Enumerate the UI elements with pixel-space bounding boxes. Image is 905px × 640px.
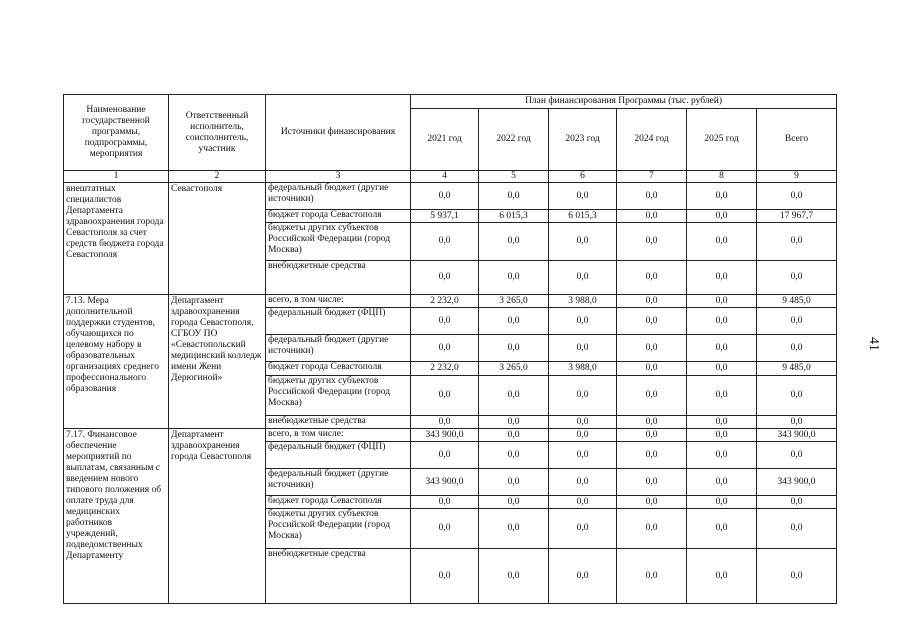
financing-table xyxy=(63,94,837,604)
year-value: 0,0 xyxy=(411,308,479,335)
year-value: 0,0 xyxy=(479,549,549,604)
year-value: 0,0 xyxy=(411,509,479,549)
funding-source: бюджет города Севастополя xyxy=(266,362,411,376)
total-value: 17 967,7 xyxy=(757,210,837,223)
year-value: 0,0 xyxy=(549,496,617,509)
column-number: 7 xyxy=(617,171,687,183)
funding-source: бюджет города Севастополя xyxy=(266,496,411,509)
responsible-executor: Севастополя xyxy=(169,183,266,295)
column-number: 4 xyxy=(411,171,479,183)
column-number: 8 xyxy=(687,171,757,183)
column-number: 6 xyxy=(549,171,617,183)
year-value: 0,0 xyxy=(479,442,549,469)
funding-source: внебюджетные средства xyxy=(266,261,411,295)
year-value: 0,0 xyxy=(479,496,549,509)
responsible-executor: Департамент здравоохранения города Севастополя, СГБОУ ПО «Севастопольский медицинский колледж имени Жени Дерюгиной» xyxy=(169,295,266,429)
year-value: 0,0 xyxy=(479,335,549,362)
table-row xyxy=(64,295,837,308)
year-value: 0,0 xyxy=(687,210,757,223)
year-value: 0,0 xyxy=(549,183,617,210)
year-value: 0,0 xyxy=(479,183,549,210)
funding-source: бюджеты других субъектов Российской Федерации (город Москва) xyxy=(266,509,411,549)
header-year: 2022 год xyxy=(479,109,549,171)
responsible-executor: Департамент здравоохранения города Севастополя xyxy=(169,429,266,604)
funding-source: бюджеты других субъектов Российской Федерации (город Москва) xyxy=(266,223,411,261)
year-value: 6 015,3 xyxy=(549,210,617,223)
year-value: 0,0 xyxy=(687,261,757,295)
year-value: 0,0 xyxy=(549,376,617,416)
total-value: 9 485,0 xyxy=(757,362,837,376)
total-value: 0,0 xyxy=(757,509,837,549)
year-value: 0,0 xyxy=(549,261,617,295)
year-value: 0,0 xyxy=(687,223,757,261)
year-value: 0,0 xyxy=(617,308,687,335)
year-value: 0,0 xyxy=(617,509,687,549)
year-value: 0,0 xyxy=(411,442,479,469)
year-value: 0,0 xyxy=(549,509,617,549)
total-value: 0,0 xyxy=(757,376,837,416)
year-value: 0,0 xyxy=(479,376,549,416)
funding-source: бюджеты других субъектов Российской Федерации (город Москва) xyxy=(266,376,411,416)
year-value: 0,0 xyxy=(479,469,549,496)
year-value: 0,0 xyxy=(687,549,757,604)
funding-source: федеральный бюджет (другие источники) xyxy=(266,469,411,496)
total-value: 0,0 xyxy=(757,496,837,509)
column-number: 9 xyxy=(757,171,837,183)
year-value: 0,0 xyxy=(617,295,687,308)
year-value: 3 265,0 xyxy=(479,362,549,376)
funding-source: всего, в том числе: xyxy=(266,429,411,442)
funding-source: федеральный бюджет (ФЦП) xyxy=(266,442,411,469)
measure-name: 7.13. Мера дополнительной поддержки студентов, обучающихся по целевому набору в образовательных организациях среднего профессионального образования xyxy=(64,295,169,429)
year-value: 0,0 xyxy=(549,335,617,362)
table-row xyxy=(64,183,837,210)
year-value: 0,0 xyxy=(549,442,617,469)
year-value: 0,0 xyxy=(479,308,549,335)
column-number: 2 xyxy=(169,171,266,183)
year-value: 0,0 xyxy=(549,549,617,604)
total-value: 343 900,0 xyxy=(757,469,837,496)
header-year: 2023 год xyxy=(549,109,617,171)
year-value: 0,0 xyxy=(617,376,687,416)
year-value: 0,0 xyxy=(479,429,549,442)
header-responsible: Ответственный исполнитель, соисполнитель, участник xyxy=(169,95,266,171)
total-value: 0,0 xyxy=(757,223,837,261)
year-value: 0,0 xyxy=(479,223,549,261)
year-value: 0,0 xyxy=(687,335,757,362)
year-value: 0,0 xyxy=(479,261,549,295)
total-value: 0,0 xyxy=(757,549,837,604)
year-value: 0,0 xyxy=(687,376,757,416)
year-value: 0,0 xyxy=(617,210,687,223)
year-value: 3 988,0 xyxy=(549,362,617,376)
column-number: 5 xyxy=(479,171,549,183)
year-value: 343 900,0 xyxy=(411,469,479,496)
year-value: 343 900,0 xyxy=(411,429,479,442)
measure-name: 7.17. Финансовое обеспечение мероприятий по выплатам, связанным с введением нового типового положения об оплате труда для медицинских работников учреждений, подведомственных Департаменту xyxy=(64,429,169,604)
page-number: 41 xyxy=(866,337,881,351)
year-value: 0,0 xyxy=(687,509,757,549)
header-year: 2025 год xyxy=(687,109,757,171)
year-value: 0,0 xyxy=(617,496,687,509)
header-plan: План финансирования Программы (тыс. рублей) xyxy=(411,95,837,109)
year-value: 0,0 xyxy=(411,183,479,210)
total-value: 0,0 xyxy=(757,261,837,295)
year-value: 0,0 xyxy=(617,549,687,604)
header-total: Всего xyxy=(757,109,837,171)
total-value: 0,0 xyxy=(757,416,837,429)
year-value: 0,0 xyxy=(617,183,687,210)
funding-source: федеральный бюджет (ФЦП) xyxy=(266,308,411,335)
year-value: 0,0 xyxy=(411,416,479,429)
year-value: 0,0 xyxy=(617,429,687,442)
year-value: 0,0 xyxy=(411,549,479,604)
column-number: 3 xyxy=(266,171,411,183)
year-value: 0,0 xyxy=(687,183,757,210)
measure-name: внештатных специалистов Департамента здравоохранения города Севастополя за счет средств бюджета города Севастополя xyxy=(64,183,169,295)
funding-source: внебюджетные средства xyxy=(266,549,411,604)
year-value: 0,0 xyxy=(687,295,757,308)
year-value: 0,0 xyxy=(479,509,549,549)
year-value: 0,0 xyxy=(617,442,687,469)
funding-source: внебюджетные средства xyxy=(266,416,411,429)
year-value: 5 937,1 xyxy=(411,210,479,223)
year-value: 0,0 xyxy=(617,362,687,376)
year-value: 0,0 xyxy=(617,223,687,261)
year-value: 0,0 xyxy=(549,429,617,442)
year-value: 2 232,0 xyxy=(411,295,479,308)
header-sources: Источники финансирования xyxy=(266,95,411,171)
total-value: 0,0 xyxy=(757,335,837,362)
year-value: 0,0 xyxy=(411,223,479,261)
total-value: 9 485,0 xyxy=(757,295,837,308)
funding-source: федеральный бюджет (другие источники) xyxy=(266,335,411,362)
year-value: 3 265,0 xyxy=(479,295,549,308)
year-value: 0,0 xyxy=(411,335,479,362)
table-row xyxy=(64,429,837,442)
year-value: 0,0 xyxy=(687,416,757,429)
year-value: 0,0 xyxy=(687,362,757,376)
year-value: 6 015,3 xyxy=(479,210,549,223)
funding-source: всего, в том числе: xyxy=(266,295,411,308)
total-value: 343 900,0 xyxy=(757,429,837,442)
year-value: 0,0 xyxy=(549,308,617,335)
total-value: 0,0 xyxy=(757,183,837,210)
column-number: 1 xyxy=(64,171,169,183)
total-value: 0,0 xyxy=(757,442,837,469)
year-value: 0,0 xyxy=(549,469,617,496)
year-value: 0,0 xyxy=(411,376,479,416)
year-value: 0,0 xyxy=(617,335,687,362)
year-value: 0,0 xyxy=(617,261,687,295)
header-year: 2024 год xyxy=(617,109,687,171)
year-value: 0,0 xyxy=(479,416,549,429)
year-value: 0,0 xyxy=(687,442,757,469)
year-value: 3 988,0 xyxy=(549,295,617,308)
year-value: 0,0 xyxy=(617,416,687,429)
year-value: 0,0 xyxy=(411,496,479,509)
year-value: 0,0 xyxy=(687,308,757,335)
funding-source: федеральный бюджет (другие источники) xyxy=(266,183,411,210)
header-name: Наименование государственной программы, подпрограммы, мероприятия xyxy=(64,95,169,171)
year-value: 0,0 xyxy=(687,469,757,496)
funding-source: бюджет города Севастополя xyxy=(266,210,411,223)
year-value: 0,0 xyxy=(549,416,617,429)
year-value: 0,0 xyxy=(549,223,617,261)
total-value: 0,0 xyxy=(757,308,837,335)
year-value: 0,0 xyxy=(411,261,479,295)
year-value: 2 232,0 xyxy=(411,362,479,376)
year-value: 0,0 xyxy=(687,429,757,442)
header-year: 2021 год xyxy=(411,109,479,171)
year-value: 0,0 xyxy=(617,469,687,496)
year-value: 0,0 xyxy=(687,496,757,509)
